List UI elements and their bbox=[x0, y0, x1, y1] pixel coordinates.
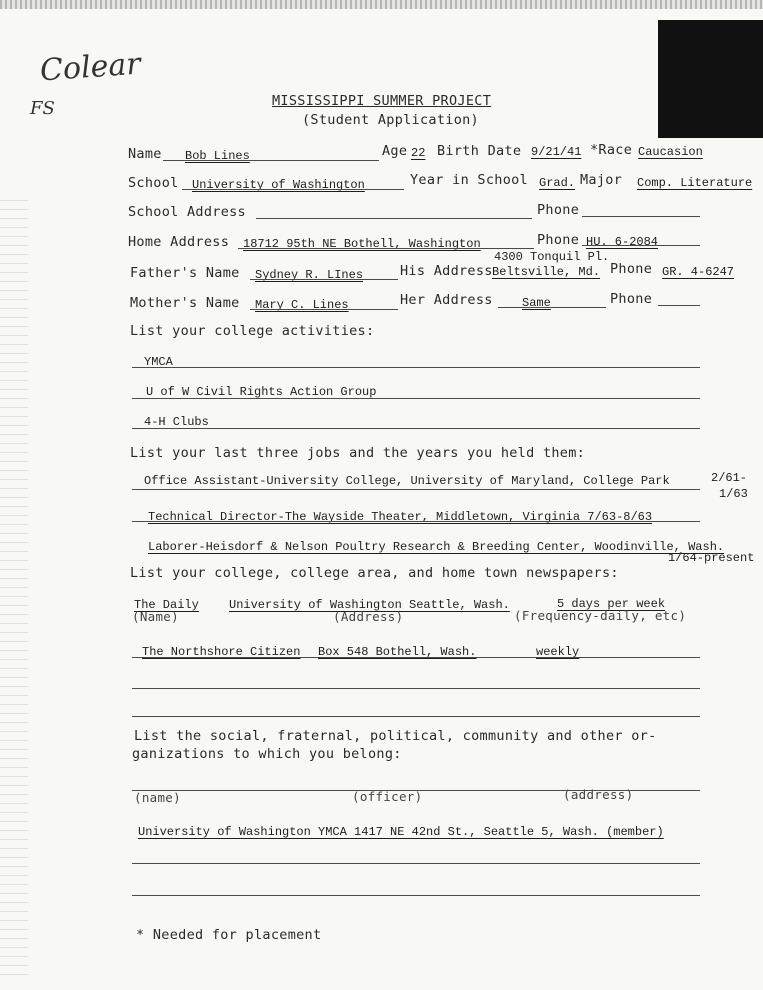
jobs-label: List your last three jobs and the years you held them: bbox=[130, 445, 586, 461]
activity-line-3 bbox=[132, 428, 700, 429]
mother-address-value[interactable]: Same bbox=[522, 296, 551, 310]
school-phone-label: Phone bbox=[537, 202, 580, 218]
home-phone-underline bbox=[582, 245, 700, 246]
school-address-label: School Address bbox=[128, 204, 246, 220]
home-phone-label: Phone bbox=[537, 232, 580, 248]
activity-item-1[interactable]: YMCA bbox=[144, 355, 173, 369]
fathers-name-underline bbox=[250, 279, 398, 280]
father-phone-value[interactable]: GR. 4-6247 bbox=[662, 265, 735, 279]
news-col-address: (Address) bbox=[333, 609, 404, 624]
birth-date-label: Birth Date bbox=[437, 143, 522, 159]
activity-line-1 bbox=[132, 367, 700, 368]
year-in-school-value[interactable]: Grad. bbox=[539, 176, 576, 190]
orgs-col-name: (name) bbox=[134, 790, 181, 805]
news-col-name: (Name) bbox=[132, 609, 179, 624]
job-item-1[interactable]: Office Assistant-University College, University of Maryland, College Park bbox=[144, 474, 670, 488]
age-label: Age bbox=[382, 143, 408, 159]
home-phone-value[interactable]: HU. 6-2084 bbox=[586, 235, 659, 249]
organizations-label-line2: ganizations to which you belong: bbox=[132, 746, 402, 762]
his-address-label: His Address bbox=[400, 263, 493, 279]
newspaper-line-4[interactable] bbox=[132, 716, 700, 717]
job-item-2[interactable]: Technical Director-The Wayside Theater, Middletown, Virginia 7/63-8/63 bbox=[148, 510, 653, 524]
home-address-value[interactable]: 18712 95th NE Bothell, Washington bbox=[243, 237, 481, 251]
margin-handwritten-note: Colear bbox=[38, 46, 142, 89]
mothers-name-label: Mother's Name bbox=[130, 295, 240, 311]
newspaper-1-address[interactable]: University of Washington Seattle, Wash. bbox=[229, 598, 510, 612]
major-label: Major bbox=[580, 172, 623, 188]
activity-line-2 bbox=[132, 398, 700, 399]
job-line-2 bbox=[132, 521, 700, 522]
newspaper-2-address[interactable]: Box 548 Bothell, Wash. bbox=[318, 645, 477, 659]
birth-date-value[interactable]: 9/21/41 bbox=[531, 145, 582, 159]
home-address-underline bbox=[238, 248, 534, 249]
mother-phone-label: Phone bbox=[610, 291, 653, 307]
father-address-line2[interactable]: Beltsville, Md. bbox=[492, 265, 601, 279]
job-line-1 bbox=[132, 489, 700, 490]
redaction-block bbox=[658, 20, 763, 138]
organization-item-1[interactable]: University of Washington YMCA 1417 NE 42nd St., Seattle 5, Wash. (member) bbox=[138, 825, 664, 839]
margin-initials: FS bbox=[30, 98, 55, 119]
scan-edge-band bbox=[0, 0, 763, 9]
mother-address-underline bbox=[498, 307, 606, 308]
org-line-2[interactable] bbox=[132, 863, 700, 864]
school-value[interactable]: University of Washington bbox=[192, 178, 365, 192]
newspaper-2-frequency[interactable]: weekly bbox=[536, 645, 580, 659]
mothers-name-value[interactable]: Mary C. Lines bbox=[255, 298, 349, 312]
job-3-years[interactable]: 1/64-present bbox=[668, 551, 755, 565]
race-label: *Race bbox=[590, 142, 633, 158]
job-1-years-end[interactable]: 1/63 bbox=[719, 487, 748, 501]
scan-margin-noise bbox=[0, 200, 28, 980]
school-label: School bbox=[128, 175, 179, 191]
newspaper-1-frequency[interactable]: 5 days per week bbox=[557, 597, 666, 611]
age-value[interactable]: 22 bbox=[411, 146, 426, 160]
orgs-col-officer: (officer) bbox=[352, 789, 423, 804]
organizations-label-line1: List the social, fraternal, political, community and other or- bbox=[134, 728, 657, 744]
father-address-line1[interactable]: 4300 Tonquil Pl. bbox=[494, 250, 610, 264]
newspaper-2-name[interactable]: The Northshore Citizen bbox=[142, 645, 301, 659]
news-col-frequency: (Frequency-daily, etc) bbox=[514, 608, 687, 623]
year-in-school-label: Year in School bbox=[410, 172, 528, 188]
footnote: * Needed for placement bbox=[136, 927, 322, 943]
major-value[interactable]: Comp. Literature bbox=[637, 176, 753, 190]
job-item-3[interactable]: Laborer-Heisdorf & Nelson Poultry Research & Breeding Center, Woodinville, Wash. bbox=[148, 540, 725, 554]
race-value[interactable]: Caucasion bbox=[638, 145, 703, 159]
fathers-name-value[interactable]: Sydney R. LInes bbox=[255, 268, 364, 282]
her-address-label: Her Address bbox=[400, 292, 493, 308]
fathers-name-label: Father's Name bbox=[130, 265, 240, 281]
college-activities-label: List your college activities: bbox=[130, 323, 375, 339]
father-phone-label: Phone bbox=[610, 261, 653, 277]
activity-item-3[interactable]: 4-H Clubs bbox=[144, 415, 209, 429]
newspaper-1-name[interactable]: The Daily bbox=[134, 598, 199, 612]
school-address-underline[interactable] bbox=[256, 218, 532, 219]
home-address-label: Home Address bbox=[128, 234, 230, 250]
mother-phone-underline[interactable] bbox=[658, 305, 700, 306]
form-title: MISSISSIPPI SUMMER PROJECT bbox=[272, 93, 492, 109]
school-phone-underline[interactable] bbox=[582, 216, 700, 217]
job-1-years-start[interactable]: 2/61- bbox=[711, 471, 748, 485]
org-line-3[interactable] bbox=[132, 895, 700, 896]
orgs-col-address: (address) bbox=[563, 787, 634, 802]
form-subtitle: (Student Application) bbox=[302, 112, 479, 128]
school-underline bbox=[182, 189, 404, 190]
newspaper-line-3[interactable] bbox=[132, 688, 700, 689]
newspapers-label: List your college, college area, and home town newspapers: bbox=[130, 565, 619, 581]
mothers-name-underline bbox=[250, 309, 398, 310]
newspaper-line-2 bbox=[132, 657, 700, 658]
name-value[interactable]: Bob Lines bbox=[185, 149, 250, 163]
name-label: Name bbox=[128, 146, 162, 162]
activity-item-2[interactable]: U of W Civil Rights Action Group bbox=[146, 385, 377, 399]
